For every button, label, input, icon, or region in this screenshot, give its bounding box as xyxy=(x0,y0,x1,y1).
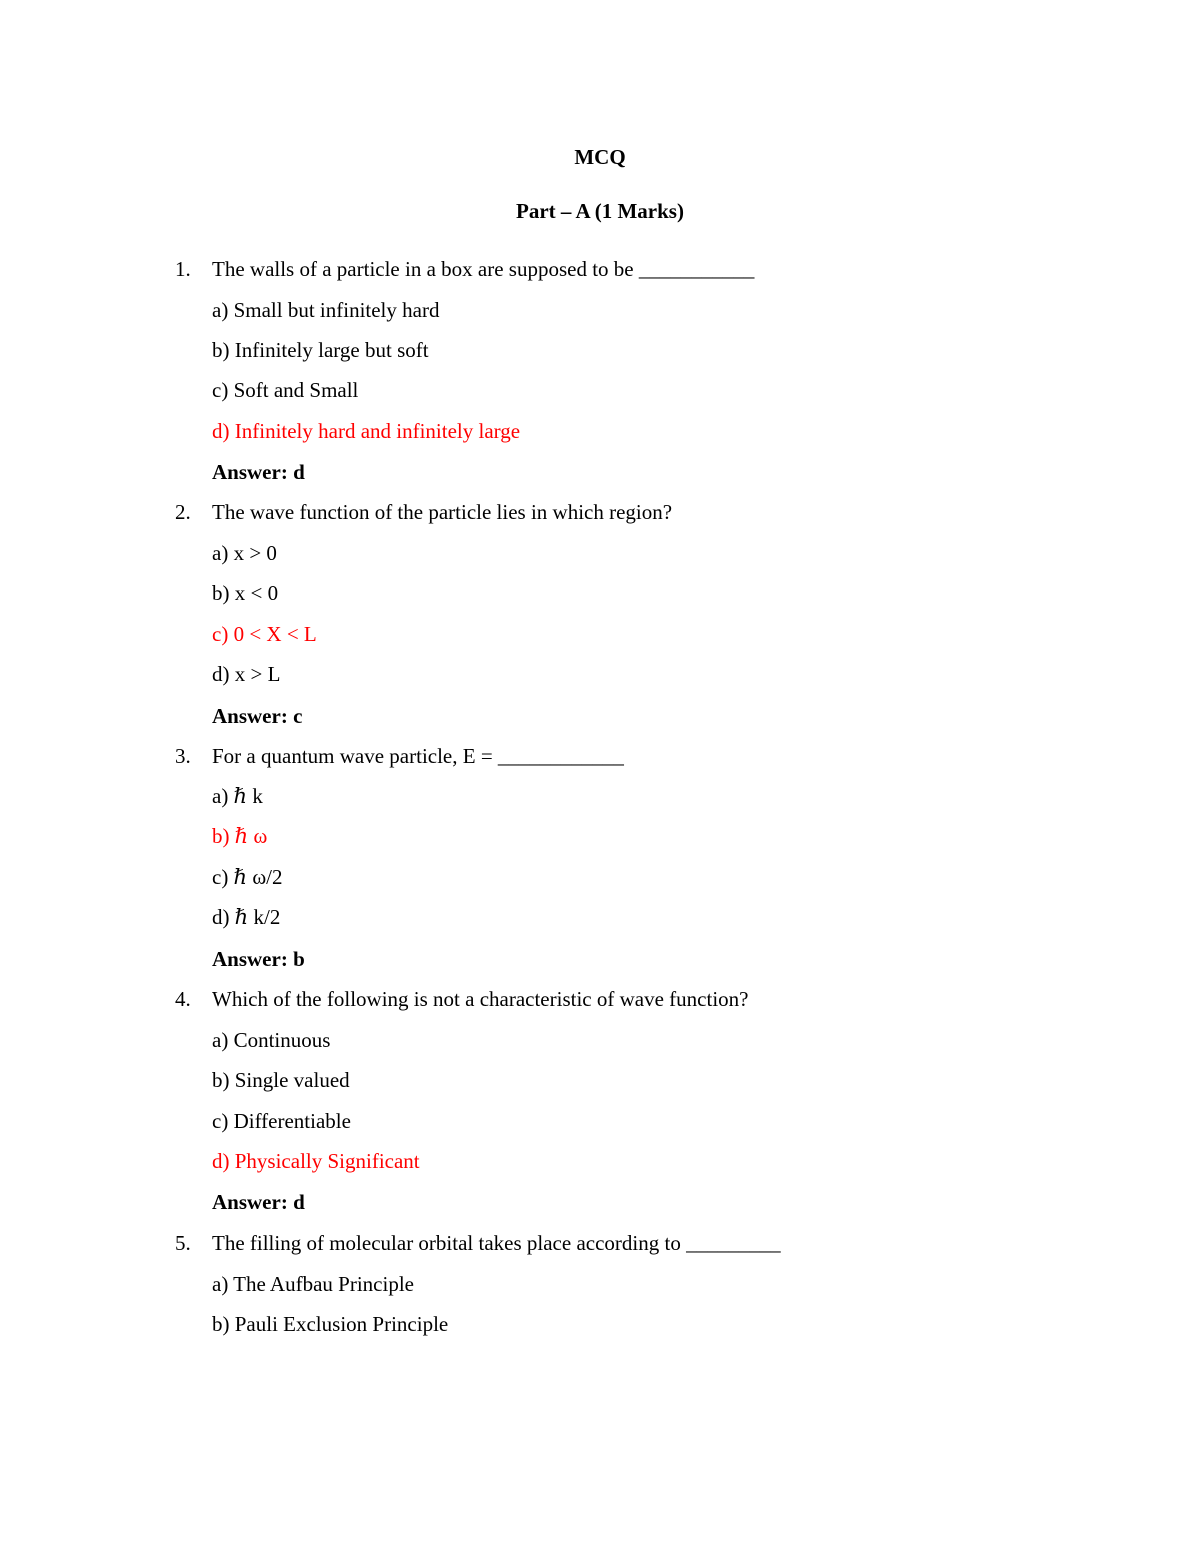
question-text: The walls of a particle in a box are supposed to be ___________ xyxy=(212,257,755,281)
answer-line: Answer: d xyxy=(212,1190,305,1214)
question-text: For a quantum wave particle, E = ____________ xyxy=(212,744,624,768)
answer-line: Answer: c xyxy=(212,704,303,728)
option-d-correct: d) Physically Significant xyxy=(212,1149,420,1173)
option-c: c) ℏ ω/2 xyxy=(212,865,283,889)
option-c: c) Differentiable xyxy=(212,1109,351,1133)
option-d: d) ℏ k/2 xyxy=(212,905,281,929)
option-b-correct: b) ℏ ω xyxy=(212,824,268,848)
question-text: Which of the following is not a characteristic of wave function? xyxy=(212,987,749,1011)
option-d-correct: d) Infinitely hard and infinitely large xyxy=(212,419,521,443)
section-title: Part – A (1 Marks) xyxy=(516,199,684,223)
question-text: The wave function of the particle lies in which region? xyxy=(212,500,673,524)
option-a: a) Continuous xyxy=(212,1028,331,1052)
question-text: The filling of molecular orbital takes place according to _________ xyxy=(212,1231,781,1255)
option-c: c) Soft and Small xyxy=(212,378,359,402)
option-a: a) x > 0 xyxy=(212,541,277,565)
question-number: 5. xyxy=(175,1231,191,1255)
document-title: MCQ xyxy=(574,145,626,169)
question-number: 1. xyxy=(175,257,191,281)
option-b: b) Infinitely large but soft xyxy=(212,338,429,362)
question-number: 3. xyxy=(175,744,191,768)
option-b: b) Pauli Exclusion Principle xyxy=(212,1312,449,1336)
question-number: 4. xyxy=(175,987,191,1011)
question-number: 2. xyxy=(175,500,191,524)
option-a: a) ℏ k xyxy=(212,784,263,808)
option-c-correct: c) 0 < X < L xyxy=(212,622,317,646)
option-d: d) x > L xyxy=(212,662,281,686)
answer-line: Answer: d xyxy=(212,460,305,484)
option-a: a) Small but infinitely hard xyxy=(212,298,440,322)
option-b: b) Single valued xyxy=(212,1068,350,1092)
option-b: b) x < 0 xyxy=(212,581,279,605)
option-a: a) The Aufbau Principle xyxy=(212,1272,414,1296)
answer-line: Answer: b xyxy=(212,947,305,971)
